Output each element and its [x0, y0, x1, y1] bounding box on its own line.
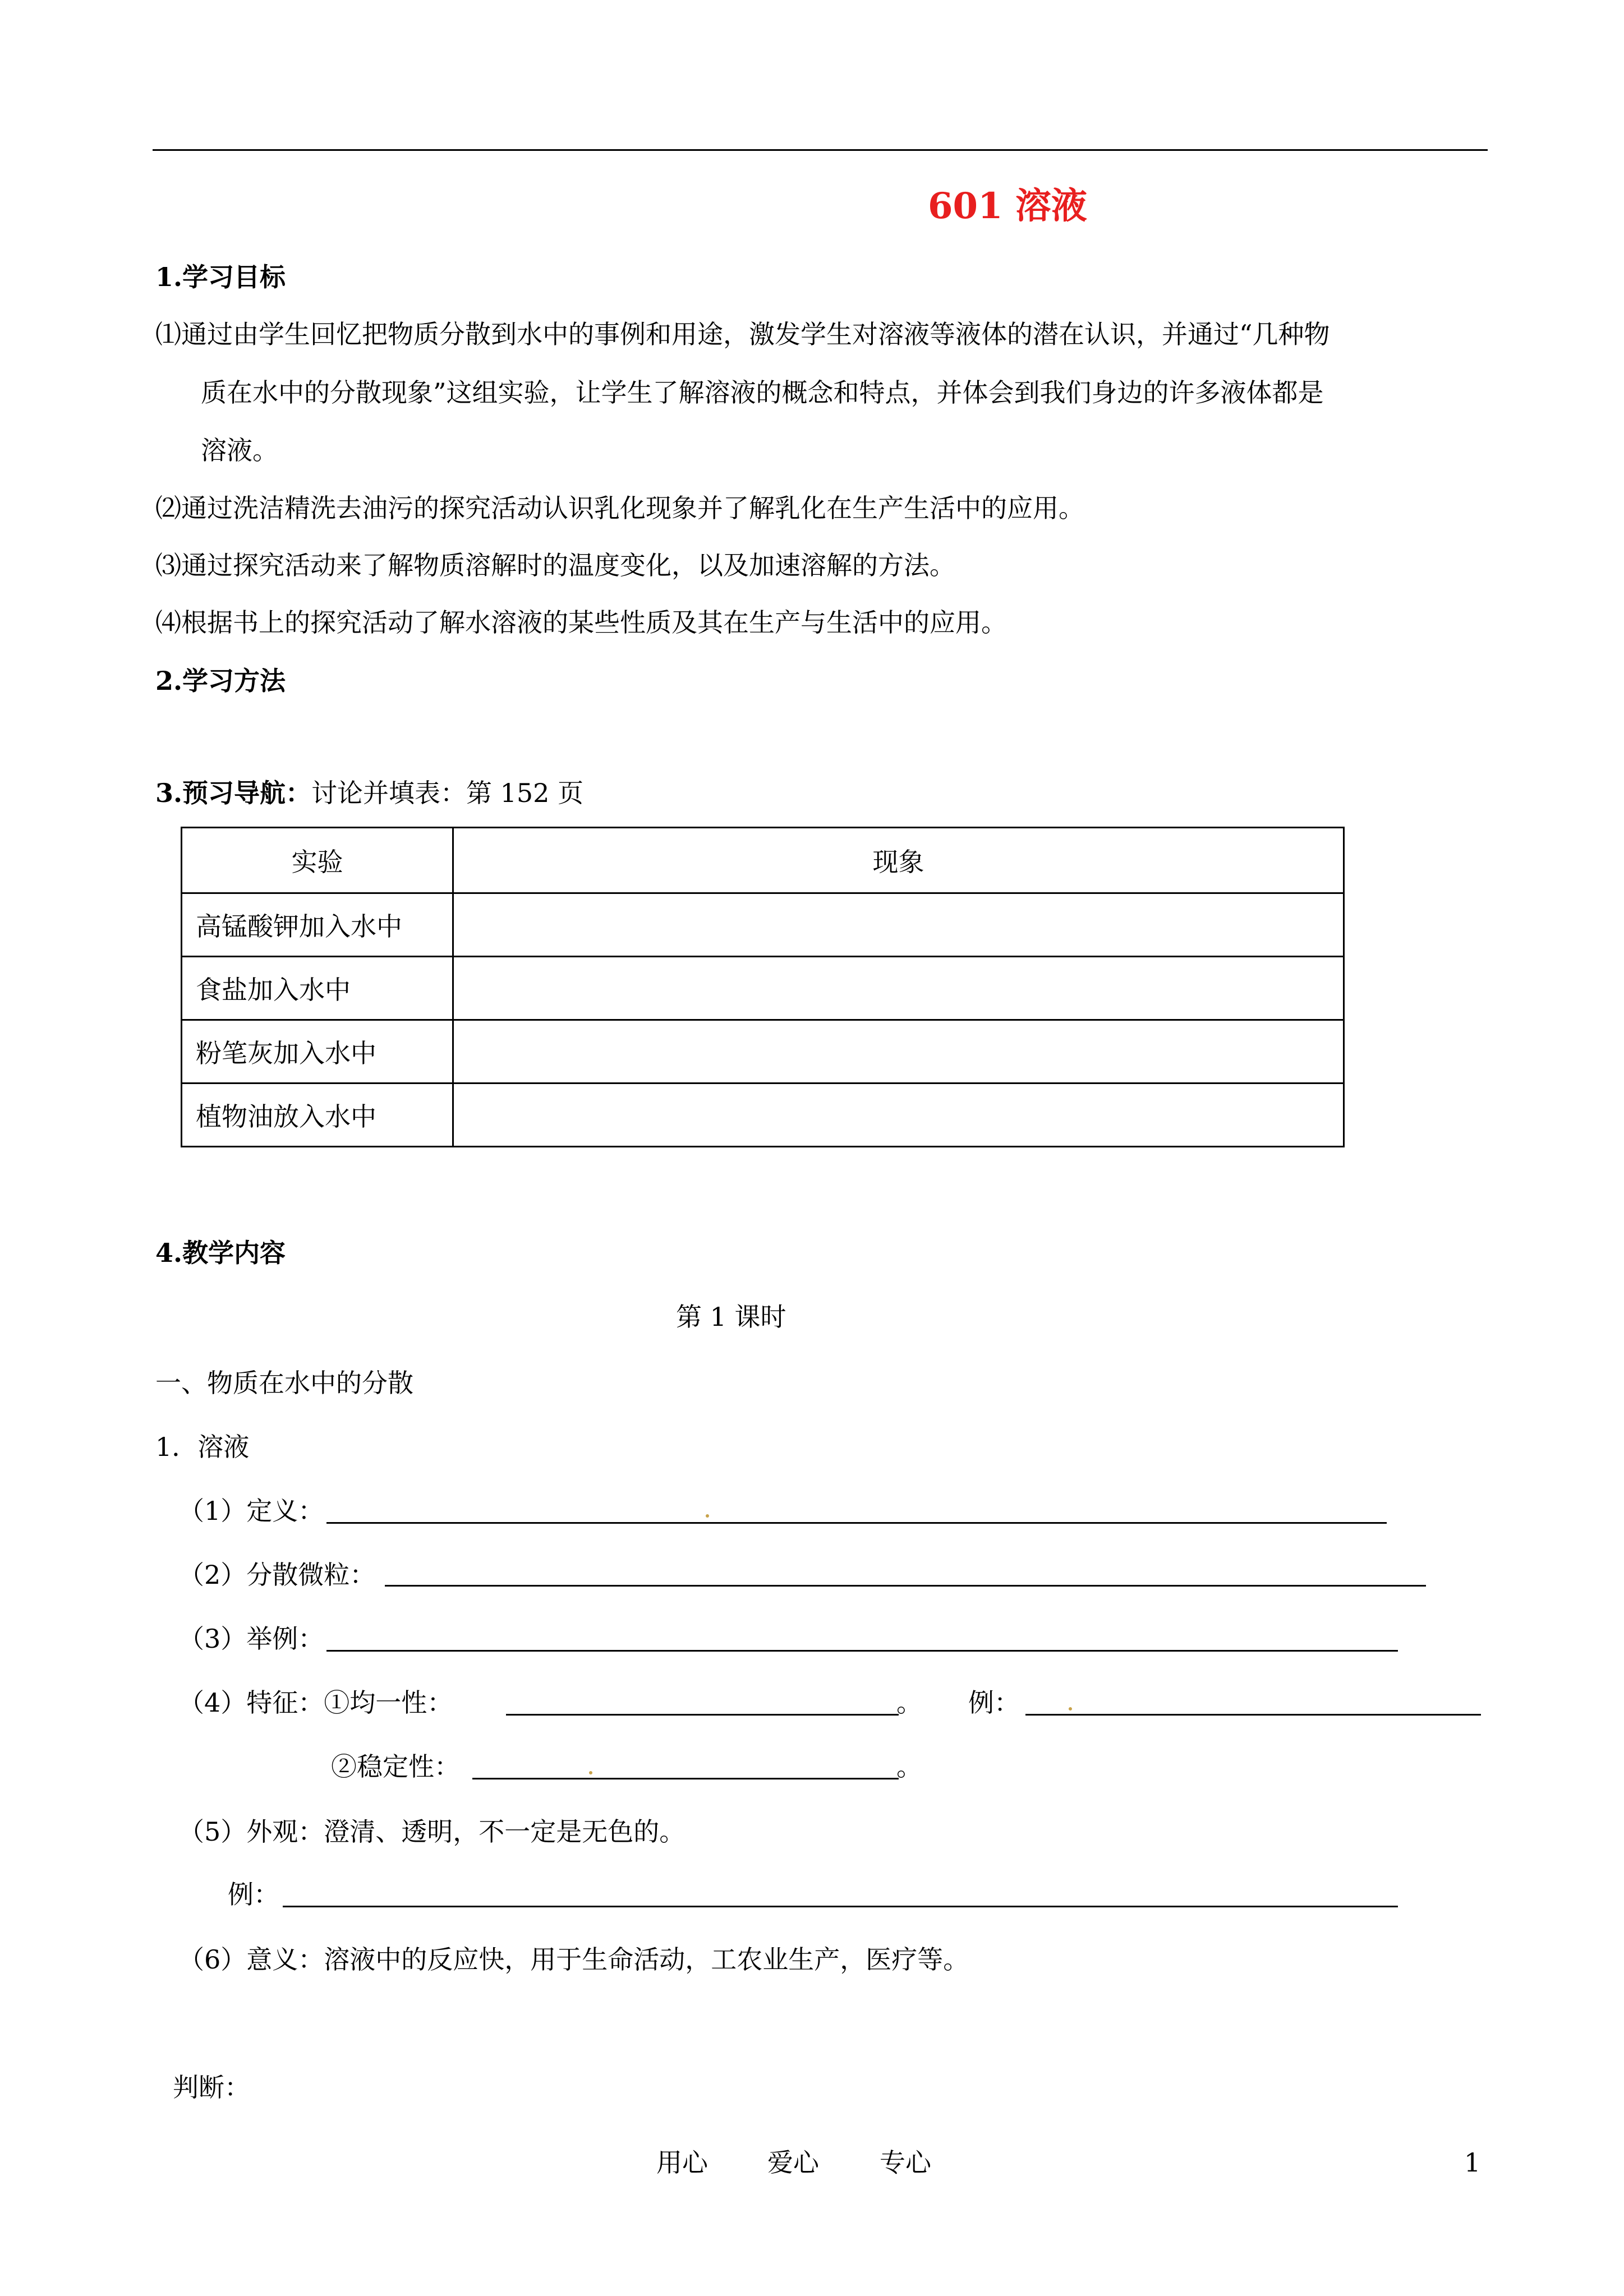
appearance-example-label: 例：	[228, 1879, 279, 1910]
stray-dot	[706, 1514, 709, 1518]
goal-1-line-3: 溶液。	[201, 435, 278, 465]
footer-motto-2: 爱心	[767, 2147, 819, 2178]
particle-blank[interactable]	[385, 1585, 1426, 1587]
stray-dot	[589, 1771, 592, 1774]
table-header-phenomenon: 现象	[453, 828, 1344, 893]
uniformity-example-blank[interactable]	[1025, 1714, 1481, 1716]
table-cell-experiment: 食盐加入水中	[182, 957, 453, 1020]
table-row	[182, 957, 1344, 1020]
meaning-text: （6）意义：溶液中的反应快，用于生命活动，工农业生产，医疗等。	[178, 1944, 969, 1975]
uniformity-end: 。	[896, 1688, 922, 1718]
stability-label: ②稳定性：	[331, 1751, 460, 1782]
table-cell-experiment: 植物油放入水中	[182, 1084, 453, 1147]
table-cell-experiment: 高锰酸钾加入水中	[182, 893, 453, 957]
table-header-row	[182, 828, 1344, 893]
table-cell-phenomenon[interactable]	[453, 1084, 1344, 1147]
particle-label: （2）分散微粒：	[178, 1560, 376, 1590]
page-title: 601 溶液	[928, 185, 1087, 227]
table-cell-phenomenon[interactable]	[453, 957, 1344, 1020]
goal-1-line-1: ⑴通过由学生回忆把物质分散到水中的事例和用途，激发学生对溶液等液体的潜在认识，并通过“几种物	[155, 319, 1330, 349]
heading-teaching-content: 4.教学内容	[155, 1238, 286, 1268]
footer-motto-1: 用心	[656, 2147, 708, 2178]
goal-3: ⑶通过探究活动来了解物质溶解时的温度变化，以及加速溶解的方法。	[155, 550, 955, 580]
definition-blank[interactable]	[326, 1522, 1387, 1524]
uniformity-blank[interactable]	[506, 1714, 899, 1716]
appearance-example-blank[interactable]	[283, 1906, 1398, 1907]
judge-label: 判断：	[173, 2072, 250, 2103]
table-row	[182, 1020, 1344, 1084]
table-row	[182, 893, 1344, 957]
goal-1-line-2: 质在水中的分散现象”这组实验，让学生了解溶液的概念和特点，并体会到我们身边的许多液体都是	[201, 377, 1324, 408]
stray-dot	[1069, 1707, 1072, 1711]
footer-motto-3: 专心	[880, 2147, 931, 2178]
page-number: 1	[1464, 2147, 1481, 2178]
table-row	[182, 1084, 1344, 1147]
uniformity-example-label: 例：	[968, 1688, 1020, 1718]
stability-blank[interactable]	[472, 1778, 899, 1779]
goal-4: ⑷根据书上的探究活动了解水溶液的某些性质及其在生产与生活中的应用。	[155, 607, 1007, 638]
heading-learning-goals: 1.学习目标	[155, 262, 286, 292]
item-title: 1．溶液	[155, 1432, 250, 1462]
experiment-table	[181, 827, 1345, 1147]
table-header-experiment: 实验	[182, 828, 453, 893]
table-cell-experiment: 粉笔灰加入水中	[182, 1020, 453, 1084]
heading-learning-method: 2.学习方法	[155, 666, 286, 696]
goal-2: ⑵通过洗洁精洗去油污的探究活动认识乳化现象并了解乳化在生产生活中的应用。	[155, 493, 1084, 523]
example-blank[interactable]	[326, 1650, 1398, 1652]
header-rule	[153, 149, 1488, 151]
preview-guide-label: 3.预习导航：	[155, 778, 312, 808]
table-cell-phenomenon[interactable]	[453, 1020, 1344, 1084]
part-title: 一、物质在水中的分散	[155, 1368, 413, 1398]
preview-guide-text: 讨论并填表：第 152 页	[311, 778, 584, 808]
stability-end: 。	[896, 1751, 922, 1782]
table-cell-phenomenon[interactable]	[453, 893, 1344, 957]
heading-preview-guide	[155, 776, 583, 810]
definition-label: （1）定义：	[178, 1496, 324, 1526]
lesson-period: 第 1 课时	[676, 1302, 786, 1332]
example-label: （3）举例：	[178, 1624, 324, 1654]
appearance-text: （5）外观：澄清、透明，不一定是无色的。	[178, 1816, 686, 1847]
uniformity-label: （4）特征：①均一性：	[178, 1688, 453, 1718]
